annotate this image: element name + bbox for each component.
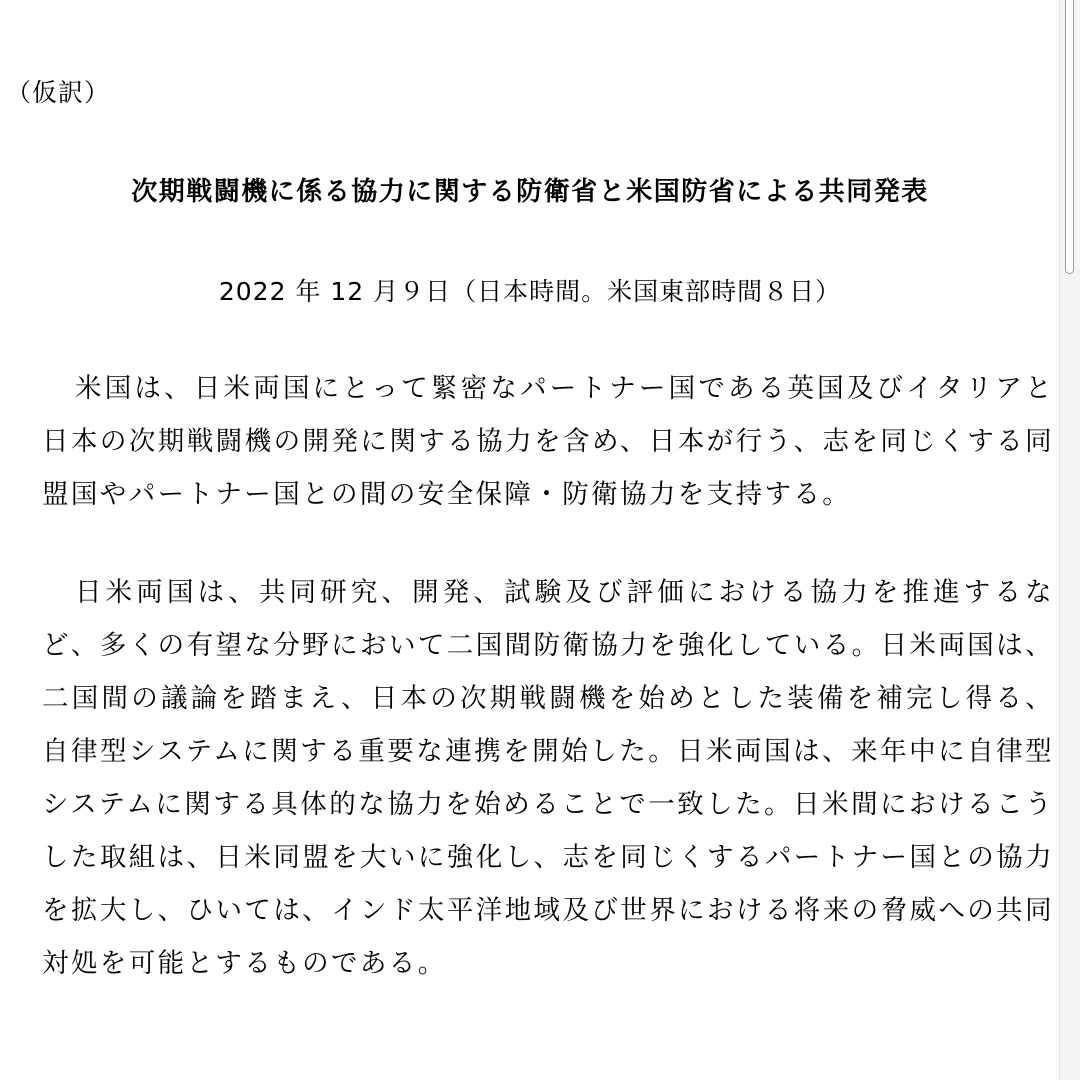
tentative-translation-label: （仮訳）: [6, 78, 111, 107]
paragraph-1: 米国は、日米両国にとって緊密なパートナー国である英国及びイタリアと日本の次期戦闘機の開発に関する協力を含め、日本が行う、志を同じくする同盟国やパートナー国との間の安全保障・防衛協力を支持する。: [42, 373, 1054, 510]
document-date: 2022 年 12 月９日（日本時間。米国東部時間８日）: [218, 277, 842, 306]
scrollbar-thumb[interactable]: [1065, 0, 1074, 274]
vertical-scrollbar[interactable]: [1059, 0, 1080, 1080]
paragraph-2: 日米両国は、共同研究、開発、試験及び評価における協力を推進するなど、多くの有望な分野において二国間防衛協力を強化している。日米両国は、二国間の議論を踏まえ、日本の次期戦闘機を始めとした装備を補完し得る、自律型システムに関する重要な連携を開始した。日米両国は、来年中に自律型システムに関する具体的な協力を始めることで一致した。日米間におけるこうした取組は、日米同盟を大いに強化し、志を同じくするパートナー国との協力を拡大し、ひいては、インド太平洋地域及び世界における将来の脅威への共同対処を可能とするものである。: [42, 577, 1054, 979]
document-title: 次期戦闘機に係る協力に関する防衛省と米国防省による共同発表: [131, 177, 929, 207]
